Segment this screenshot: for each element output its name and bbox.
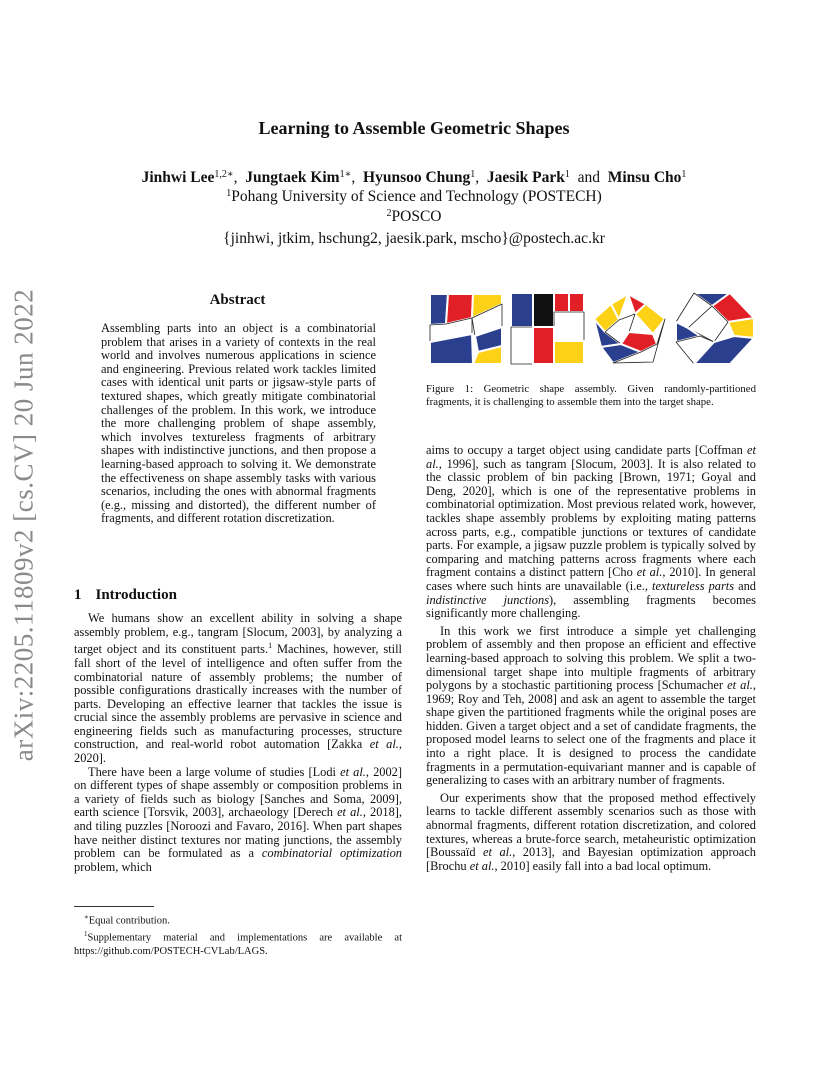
affiliation bbox=[0, 188, 828, 206]
shape-square-grid bbox=[511, 293, 584, 364]
footnote-ref[interactable]: 1 bbox=[268, 641, 273, 651]
author-emails: {jinhwi, jtkim, hschung2, jaesik.park, mscho}@postech.ac.kr bbox=[223, 230, 605, 247]
section-number: 1 bbox=[74, 587, 82, 603]
paragraph: aims to occupy a target object using candidate parts [Coffman et al., 1996], such as tangram [Slocum, 2003]. It is also related to the classic problem of bin packing [Brown, 1971; Goyal and Deng, 2020], which is one of the representative problems in combinatorial optimization. Most previous related work, however, tackles shape assembly problems by exploiting mating patterns across parts, e.g., compatible junctions or textures of candidate parts. For example, a jigsaw puzzle problem is typically solved by comparing and matching patterns across fragments where each fragment contains a distinct pattern [Cho et al., 2010]. In general cases where such hints are unavailable (i.e., textureless parts and indistinctive junctions), assembling fragments becomes significantly more challenging. bbox=[426, 443, 756, 621]
author-separator: , bbox=[475, 169, 480, 186]
section-title: Introduction bbox=[95, 587, 177, 603]
author-sup: 1 bbox=[681, 169, 687, 180]
author-name: Jaesik Park bbox=[486, 169, 565, 186]
shape-square-tilted bbox=[428, 292, 503, 365]
figure-1-shape-assembly bbox=[428, 292, 756, 365]
footnotes bbox=[74, 911, 402, 958]
footnote: $^1$Supplementary material and implementations are available at https://github.com/POSTECH-CVLab/LAGS. bbox=[74, 930, 402, 957]
author-sup: 1 bbox=[470, 169, 476, 180]
author-separator: , bbox=[351, 169, 356, 186]
fragment bbox=[554, 293, 569, 312]
author-list bbox=[0, 164, 828, 189]
figure-caption: Figure 1: Geometric shape assembly. Given randomly-partitioned fragments, it is challenging to assemble them into the target shape. bbox=[426, 383, 756, 408]
shape-hexagon bbox=[676, 293, 754, 364]
paragraph: There have been a large volume of studies [Lodi et al., 2002] on different types of shape assembly or composition problems in a variety of fields such as biology [Sanches and Soma, 2009], earth science [Torsvik, 2003], archaeology [Derech et al., 2018], and tiling puzzles [Noroozi and Favaro, 2016]. When part shapes have neither distinct textures nor mating junctions, the assembly problem can be formulated as a combinatorial optimization problem, which bbox=[74, 764, 403, 874]
author-name: Jungtaek Kim bbox=[245, 169, 340, 186]
footnote: ∗Equal contribution. bbox=[84, 913, 170, 927]
fragment bbox=[554, 312, 584, 341]
author-separator: , bbox=[233, 169, 238, 186]
fragment bbox=[554, 341, 584, 364]
fragment bbox=[533, 327, 554, 364]
paragraph: Our experiments show that the proposed method effectively learns to tackle different assembly scenarios such as those with abnormal fragments, different rotation discretization, and colored textures, whereas a brute-force search, metaheuristic optimization [Boussaïd et al., 2013], and Bayesian optimization approach [Brochu et al., 2010] easily fall into a bad local optimum. bbox=[426, 790, 757, 873]
paper-title: Learning to Assemble Geometric Shapes bbox=[258, 118, 570, 138]
fragment bbox=[533, 293, 554, 327]
author-sup: 1 bbox=[564, 169, 570, 180]
affiliation bbox=[0, 208, 828, 226]
intro-body bbox=[74, 612, 402, 874]
author-and: and bbox=[577, 169, 600, 186]
fragment bbox=[569, 293, 584, 312]
abstract-heading: Abstract bbox=[209, 292, 266, 308]
paragraph: In this work we first introduce a simple yet challenging problem of assembly and then propose an efficient and effective learning-based approach to solving this problem. We split a two-dimensional target shape into multiple fragments of arbitrary polygons by a stochastic partitioning process [Schumacher et al., 1969; Roy and Teh, 2008] and ask an agent to assemble the target shape given the partitioned fragments while the original poses are hidden. Given a target object and a set of candidate fragments, the proposed model learns to select one of the fragments and place it into a right place. It is designed to process the candidate fragments in a permutation-equivariant manner and is capable of generalizing to cases with an arbitrary number of fragments. bbox=[426, 623, 756, 788]
author-name: Minsu Cho bbox=[607, 169, 682, 186]
section-heading bbox=[74, 587, 177, 604]
affiliation-text: Pohang University of Science and Technology (POSTECH) bbox=[231, 188, 602, 205]
affiliation-sup: 2 bbox=[386, 208, 392, 219]
fragment bbox=[511, 293, 533, 327]
author-sup: 1,2∗ bbox=[214, 169, 234, 180]
affiliation-text: POSCO bbox=[391, 208, 442, 225]
fragment bbox=[511, 327, 533, 364]
paragraph: We humans show an excellent ability in solving a shape assembly problem, e.g., tangram [Slocum, 2003], by analyzing a target object and its constituent parts.$^1$ Machines, however, still fall short of the level of intelligence and often suffer from the combinatorial nature of assembly problems; the number of possible configurations drastically increases with the number of parts. Developing an effective learner that tackles the issue is crucial since the assembly problems are pervasive in science and engineering fields such as manufacturing processes, structure construction, and real-world robot automation [Zakka et al., 2020]. bbox=[74, 611, 402, 766]
right-column-body bbox=[426, 444, 756, 873]
affiliation-sup: 1 bbox=[226, 188, 232, 199]
author-sup: 1∗ bbox=[339, 169, 352, 180]
fragment bbox=[728, 318, 754, 338]
abstract-text: Assembling parts into an object is a combinatorial problem that arises in a variety of contexts in the real world and involves numerous applications in science and engineering. Previous related work tackles limited cases with identical unit parts or jigsaw-style parts of textured shapes, which greatly mitigate combinatorial challenges of the problem. In this work, we introduce the more challenging problem of shape assembly, which involves textureless fragments of arbitrary shapes with indistinctive junctions, and then propose a learning-based approach to solving it. We demonstrate the effectiveness on shape assembly tasks with various scenarios, including the ones with abnormal fragments (e.g., missing and distorted), the different number of fragments, and different rotation discretization. bbox=[101, 321, 376, 526]
footnote-rule bbox=[74, 906, 154, 907]
arxiv-stamp-text: arXiv:2205.11809v2 [cs.CV] 20 Jun 2022 bbox=[8, 288, 39, 762]
author-name: Jinhwi Lee bbox=[141, 169, 215, 186]
shape-pentagon bbox=[594, 294, 665, 363]
author-name: Hyunsoo Chung bbox=[363, 169, 471, 186]
arxiv-stamp bbox=[2, 290, 46, 760]
